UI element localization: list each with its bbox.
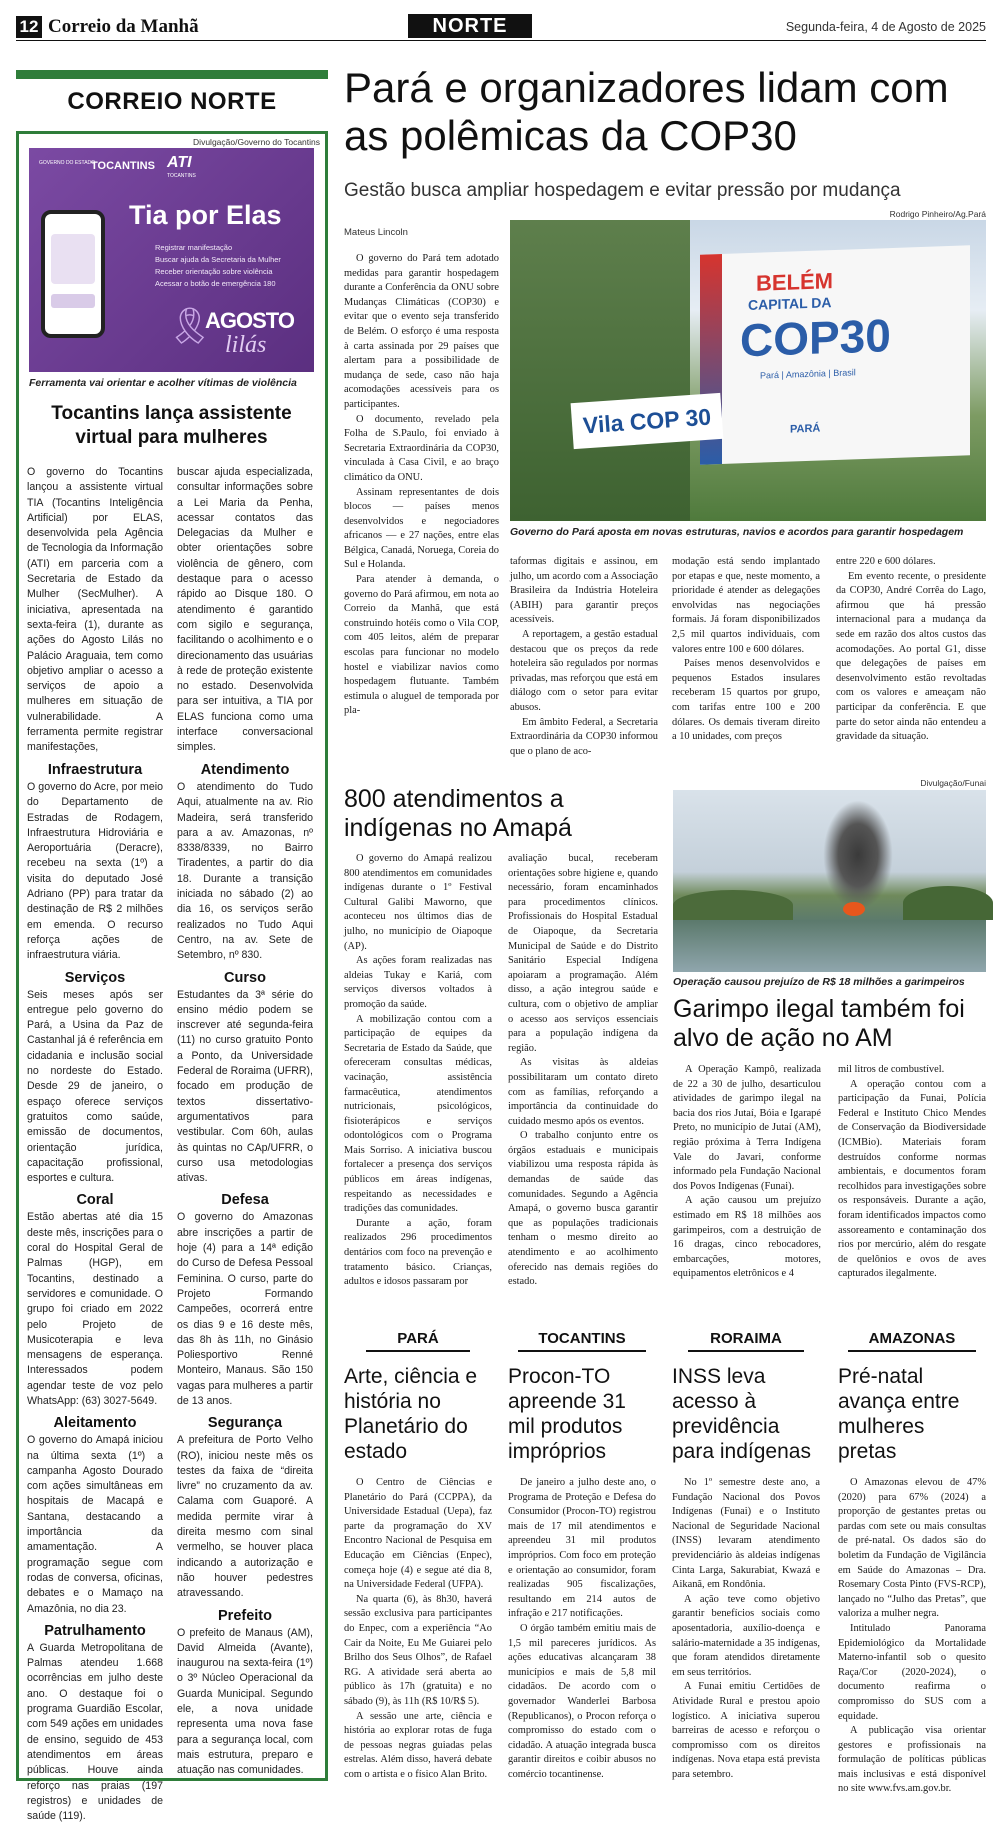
lead-caption: Governo do Pará aposta em novas estruturas, navios e acordos para garantir hospedagem [510,526,964,538]
sidebar-right-column [177,756,313,1779]
brief-title: Procon-TO apreende 31 mil produtos impróprios [508,1365,626,1463]
lead-column-1: O governo do Pará tem adotado medidas para garantir hospedagem durante a Conferência da ONU sobre Mudanças Climáticas (COP30) e evitar que o evento seja transferido de Belém. O esforço é uma resposta à carta assinada por 29 países que alertam para a possibilidade de mudança de sede, caso não haja acomodações acessíveis para os participantes. O documento, revelado pela Folha de S.Paulo, foi enviado à Secretaria Extraordinária da COP30, vinculada à Casa Civil, e ao braço climático da ONU. Assinam representantes de dois blocos — países menos desenvolvidos e negociadores africanos — e 27 nações, entre elas Bélgica, Canadá, Noruega, Coreia do Sul e Holanda. Para atender à demanda, o governo do Pará afirmou, em nota ao Correio da Manhã, que está construindo hotéis como o Vila COP, com 405 leitos, além de preparar escolas para funcionar no modelo hostel e viabilizar navios como hospedagem flutuante. Também estimula o aluguel de temporada por pla- [344,253,499,717]
note-title: Coral [76,1192,114,1209]
bottom-story-tocantins: TOCANTINS Procon-TO apreende 31 mil produtos impróprios De janeiro a julho deste ano, o Programa de Proteção e Defesa do Consumidor (Procon-TO) registrou mais de 17 mil atendimentos e apreendeu 31 mil produtos impróprios. Com foco em proteção e orientação ao consumidor, foram realizadas 905 fiscalizações, resultando em 214 autos de infração e 217 notificações. O órgão também emitiu mais de 1,5 mil pareceres jurídicos. As ações educativas alcançaram 38 municípios e mais de 5,8 mil cidadãos. De acordo com o governador Wanderlei Barbosa (Republicanos), o Procon reforça o compromisso do estado com o cidadão. A atuação integrada busca garantir direitos e coibir abusos no comércio tocantinense. [508,1330,656,1780]
garimpo-column-1: A Operação Kampô, realizada de 22 a 30 de julho, desarticulou atividades de garimpo ilegal na bacia dos rios Jutaí, Bóia e Igarapé Preto, no município de Jutaí (AM), região próxima à Terra Indígena Vale do Javari, conforme informado pela Fundação Nacional dos Povos Indígenas (Funai). A ação causou um prejuízo estimado em R$ 18 milhões aos garimpeiros, com a destruição de 16 dragas, cinco rebocadores, embarcações, motores, equipamentos eletrônicos e 4 [673,1064,821,1280]
ad-item: Buscar ajuda da Secretaria da Mulher [155,255,281,264]
note-title: Curso [224,969,266,986]
note: Curso Estudantes da 3ª série do ensino médio podem se inscrever até segunda-feira (11) no curso gratuito Ponto a Ponto, da Universidade Federal de Roraima (UFRR), focado em produção de textos dissertativo-argumentativos para vestibular. Com 60h, aulas às quintas no CAp/UFRR, o curso usa metodologias ativas. [177,969,313,1185]
sidebar-intro-left: O governo do Tocantins lançou a assistente virtual TIA (Tocantins Inteligência Artificial) por ELAS, desenvolvida pela Agência de Tecnologia da Informação (ATI) em parceria com a Secretaria de Estado da Mulher (SecMulher). A iniciativa, apresentada na sexta-feira (1), durante as ações do Agosto Lilás no Palácio Araguaia, tem como objetivo ampliar o acesso a serviços de apoio a mulheres em situação de vulnerabilidade. A ferramenta permite registrar manifestações, [27,466,163,754]
lead-subhead: Gestão busca ampliar hospedagem e evitar pressão por mudança [344,180,901,201]
note: Atendimento O atendimento do Tudo Aqui, atualmente na av. Rio Madeira, será transferido para a av. Amazonas, nº 8338/8339, no Bairro Tiradentes, a partir do dia 18. Durante a transição iniciada no sábado (2) ao dia 16, os serviços serão realizados no Tudo Aqui Centro, na av. Sete de Setembro, nº 830. [177,762,313,962]
para-logo: PARÁ [790,422,821,436]
cop30-photo [510,220,986,521]
smoke-plume [823,800,893,910]
lead-column-2: taformas digitais e assinou, em julho, um acordo com a Associação Brasileira da Indústria Hoteleira (ABIH) para garantir preços acessíveis. A reportagem, a gestão estadual destacou que os preços da rede hoteleira são regulados por normas privadas, mas reforçou que está em diálogo com o setor para evitar abusos. Em âmbito Federal, a Secretaria Extraordinária da COP30 informou que o plano de aco- [510,556,658,757]
note-title: Segurança [207,1415,283,1432]
byline: Mateus Lincoln [344,227,408,238]
sidebar-headline: Tocantins lança assistente virtual para mulheres [51,403,292,448]
note-title: Infraestrutura [47,762,143,778]
note: Segurança A prefeitura de Porto Velho (RO), iniciou neste mês os testes da faixa de “direita livre” no cruzamento da av. Calama com Guaporé. A medida permite virar à direita mesmo com sinal vermelho, se houver placa indicando a autorização e não houver pedestres atravessando. [177,1415,313,1600]
kicker-label: PARÁ [366,1330,470,1352]
tia-por-elas-ad [29,148,314,372]
campaign-lilas: lilás [225,332,267,358]
garimpo-headline: Garimpo ilegal também foi alvo de ação no AM [673,995,965,1052]
sidebar-left-column [27,756,163,1824]
brief-title: INSS leva acesso à previdência para indígenas [672,1365,811,1463]
note: Infraestrutura O governo do Acre, por meio do Departamento de Estradas de Rodagem, Infraestrutura Hidroviária e Aeroportuária (Deracre), recebeu na sexta (1º) a visita do deputado José Adriano (PP) para tratar da destinação de R$ 2 milhões em emenda. O recurso reforça ações de infraestrutura viária. [27,762,163,962]
ad-headline: Tia por Elas [129,200,282,230]
bottom-story-para: PARÁ Arte, ciência e história no Planetário do estado O Centro de Ciências e Planetário do Pará (CCPPA), da Universidade Estadual (Uepa), faz parte da programação do XV Encontro Nacional de Pesquisa em Educação em Ciências (Enpec), começa hoje (4) e segue até dia 8, na Universidade Federal (UFPA). Na quarta (6), às 8h30, haverá sessão exclusiva para participantes do Enpec, com a experiência “Ao Cair da Noite, Eu Me Guiarei pelo Brilho dos Seus Olhos”, de Rafael RG. A atividade será aberta ao público às 17h (gratuita) e no sábado (9), às 11h (R$ 10/R$ 5). A sessão une arte, ciência e história ao explorar rotas de fuga de pessoas negras guiadas pelas estrelas. Além disso, haverá debate com o artista e o físico Alan Brito. [344,1330,492,1780]
garimpo-photo-credit: Divulgação/Funai [920,778,986,788]
fire [843,902,865,916]
ad-item: Registrar manifestação [155,243,233,252]
note-title: Serviços [64,969,126,986]
note: Defesa O governo do Amazonas abre inscrições a partir de hoje (4) para a 14ª edição do Curso de Defesa Pessoal Feminina. O curso, parte do Projeto Formando Campeões, ocorrerá entre os dias 9 e 16 deste mês, das 8h às 11h, no Ginásio Poliesportivo Renné Monteiro, Manaus. São 150 vagas para mulheres a partir de 13 anos. [177,1192,313,1407]
header-rule [16,40,986,41]
ati-sub: TOCANTINS [167,173,196,179]
phone-mockup [41,210,105,338]
brief-title: Arte, ciência e história no Planetário do estado [344,1365,478,1463]
garimpo-photo [673,790,986,972]
bottom-story-roraima: RORAIMA INSS leva acesso à previdência para indígenas No 1º semestre deste ano, a Fundação Nacional dos Povos Indígenas (Funai) e o Instituto Nacional de Seguridade Nacional (INSS) levaram atendimento previdenciário às aldeias indígenas Cinta Larga, Sakurabiat, Kwazá e Aikanã, em Rondônia. A ação teve como objetivo garantir benefícios sociais como aposentadoria, auxílio-doença e salário-maternidade a 35 indígenas, que foram atendidos diretamente em seus territórios. A Funai emitiu Certidões de Atividade Rural e prestou apoio logístico. A iniciativa superou barreiras de acesso e reforçou o compromisso com os direitos indígenas. Nova etapa está prevista para setembro. [672,1330,820,1780]
photo-credit: Divulgação/Governo do Tocantins [193,137,320,147]
kicker-label: RORAIMA [688,1330,804,1352]
cop30-billboard [700,245,970,464]
page-header [16,14,986,42]
capital-text: CAPITAL DA [748,294,832,314]
note: Patrulhamento A Guarda Metropolitana de Palmas atendeu 1.668 ocorrências em julho deste ano. O destaque foi o programa Guardião Escolar, com 549 ações em unidades de ensino, seguido de 453 atendimentos em áreas públicas. Houve ainda reforço nas praias (197 registros) e unidades de saúde (119). [27,1622,163,1823]
cop30-text: COP30 [740,309,891,367]
vila-cop-sign: Vila COP 30 [571,393,724,449]
note-title: Defesa [221,1192,269,1209]
page-number: 12 [16,16,42,38]
note: Coral Estão abertas até dia 15 deste mês, inscrições para o coral do Hospital Geral de Palmas (HGP), em Tocantins, destinado a servidores e comunidade. O grupo foi criado em 2022 pelo Projeto de Musicoterapia e leva mensagens de esperança. Interessados podem agendar teste de voz pelo WhatsApp: (63) 3027-5649. [27,1192,163,1407]
bottom-story-amazonas: AMAZONAS Pré-natal avança entre mulheres pretas O Amazonas elevou de 47% (2020) para 67% (2024) a proporção de gestantes pretas ou pardas com sete ou mais consultas de pré-natal. Os dados são do boletim da Fundação de Vigilância em Saúde do Amazonas – Dra. Rosemary Costa Pinto (FVS-RCP), lançado no “Julho das Pretas”, que valoriza a mulher negra. Intitulado Panorama Epidemiológico da Mortalidade Materno-infantil sob o quesito Raça/Cor (2020-2024), o documento reafirma o compromisso do SUS com a equidade. A publicação visa orientar gestores e profissionais na formulação de políticas públicas mais inclusivas e está disponível no site www.fvs.am.gov.br. [838,1330,986,1795]
amapa-headline: 800 atendimentos a indígenas no Amapá [344,785,572,842]
amapa-column-2: avaliação bucal, receberam orientações sobre higiene e, quando necessário, foram encaminhados para procedimentos clínicos. Profissionais do Hospital Estadual de Oiapoque, da Secretaria Municipal de Saúde e do Distrito Sanitário Especial Indígena apoiaram a programação. Além disso, a ação integrou saúde e cultura, com o objetivo de ampliar o acesso aos serviços essenciais para a população indígena da região. As visitas às aldeias possibilitaram um contato direto com as famílias, reforçando a importância da continuidade do cuidado mesmo após os eventos. O trabalho conjunto entre os órgãos estaduais e municipais viabilizou uma resposta rápida às demandas de saúde das comunidades. Segundo a Agência Amapá, o governo busca garantir que as populações tradicionais tenham o mesmo direito ao atendimento e ao acolhimento oferecido nas demais regiões do estado. [508,853,658,1288]
belem-text: BELÉM [756,268,833,296]
note-title: Prefeito [218,1607,272,1624]
sidebar-box [16,131,328,1823]
note-title: Atendimento [200,762,290,778]
note: Aleitamento O governo do Amapá iniciou na última sexta (1º) a campanha Agosto Dourado com ações simultâneas em hospitais de Macapá e Santana, destacando a importância da amamentação. A programação segue com rodas de conversa, oficinas, debates e o Mamaço na Amazônia, no dia 23. [27,1415,163,1615]
section-label: NORTE [408,14,532,38]
ad-caption: Ferramenta vai orientar e acolher vítimas de violência [29,377,297,389]
garimpo-caption: Operação causou prejuízo de R$ 18 milhões a garimpeiros [673,976,965,988]
campaign-agosto: AGOSTO [205,308,294,333]
sidebar-title: CORREIO NORTE [67,88,277,115]
ad-item: Acessar o botão de emergência 180 [155,279,276,288]
ad-item: Receber orientação sobre violência [155,267,273,276]
ribbon-icon: 🎗 [167,306,213,346]
lead-photo-credit: Rodrigo Pinheiro/Ag.Pará [889,209,986,219]
lead-column-4: entre 220 e 600 dólares. Em evento recente, o presidente da COP30, André Corrêa do Lago, afirmou que há pressão internacional para a mudança da sede em razão dos altos custos das acomodações. Ao portal G1, disse que delegações de países em desenvolvimento estão revoltadas com os valores e ameaçam não participar da conferência. E que parte do setor ainda não entendeu a gravidade da situação. [836,556,986,743]
note: Serviços Seis meses após ser entregue pelo governo do Pará, a Usina da Paz de Castanhal já é referência em cidadania e inclusão social no nordeste do Estado. Desde 29 de janeiro, o espaço oferece serviços gratuitos como saúde, emissão de documentos, orientação jurídica, capacitação profissional, esportes e cultura. [27,969,163,1185]
ad-items [155,242,281,290]
garimpo-column-2: mil litros de combustível. A operação contou com a participação da Funai, Polícia Federal e Instituto Chico Mendes de Conservação da Biodiversidade (ICMBio). Materiais foram destruídos conforme normas ambientais, e documentos foram recolhidos para investigações sobre os responsáveis. Durante a ação, foram identificados impactos como assoreamento e contaminação dos rios por mercúrio, além do resgate de quelônios e ovos de aves capturados ilegalmente. [838,1064,986,1280]
cop30-subtext: Pará | Amazônia | Brasil [760,367,856,381]
ati-logo: ATI [167,154,192,171]
note-title: Aleitamento [53,1415,137,1432]
kicker-label: TOCANTINS [518,1330,646,1352]
amapa-column-1: O governo do Amapá realizou 800 atendimentos em comunidades indígenas durante o 1º Festival Cultural Galibi Maworno, que aconteceu nos últimos dias de julho, no município de Oiapoque (AP). As ações foram realizadas nas aldeias Tukay e Kariá, com serviços diversos voltados à promoção da saúde. A mobilização contou com a participação de equipes da Secretaria de Estado da Saúde, que ofereceram consultas médicas, vacinação, assistência farmacêutica, atendimentos nutricionais, psicológicos, fisioterápicos e serviços odontológicos com o Programa Mais Sorriso. A iniciativa buscou fortalecer a presença dos serviços públicos em áreas indígenas, respeitando as necessidades e tradições das comunidades. Durante a ação, foram realizados 296 procedimentos dentários com foco na prevenção e tratamento básico. Crianças, adultos e idosos passaram por [344,853,492,1288]
gov-label: GOVERNO DO ESTADO [39,160,96,166]
lead-headline: Pará e organizadores lidam com as polêmicas da COP30 [344,64,949,159]
note-title: Patrulhamento [44,1622,146,1639]
lead-column-3: modação está sendo implantado por etapas e que, neste momento, a prioridade é atender as delegações envolvidas nas negociações formais. Já foram disponibilizados 2,5 mil quartos individuais, com valores entre 100 e 600 dólares. Países menos desenvolvidos e pequenos Estados insulares receberam 15 quartos por grupo, com tarifas entre 100 e 200 dólares. Os demais tiveram direito a 10 unidades, com preços [672,556,820,743]
masthead: Correio da Manhã [48,16,199,37]
note: Prefeito O prefeito de Manaus (AM), David Almeida (Avante), inaugurou na sexta-feira (1º) o 3º Núcleo Operacional da Guarda Municipal. Segundo ele, a nova unidade representa uma nova fase para a segurança local, com mais estrutura, preparo e atuação nas comunidades. [177,1607,313,1777]
issue-date: Segunda-feira, 4 de Agosto de 2025 [785,20,986,34]
sidebar-top-bar [16,70,328,79]
brief-title: Pré-natal avança entre mulheres pretas [838,1365,960,1463]
sidebar-intro-right: buscar ajuda especializada, consultar informações sobre a Lei Maria da Penha, acessar contatos das Delegacias da Mulher e obter orientações sobre violência de gênero, com destaque para o acesso rápido ao Disque 180. O atendimento é garantido com sigilo e segurança, facilitando o acolhimento e o direcionamento das usuárias à rede de proteção existente no estado. Desenvolvida para ser intuitiva, a TIA por ELAS funciona como uma interface conversacional simples. [177,466,313,754]
kicker-label: AMAZONAS [848,1330,976,1352]
tocantins-logo: TOCANTINS [91,160,155,172]
